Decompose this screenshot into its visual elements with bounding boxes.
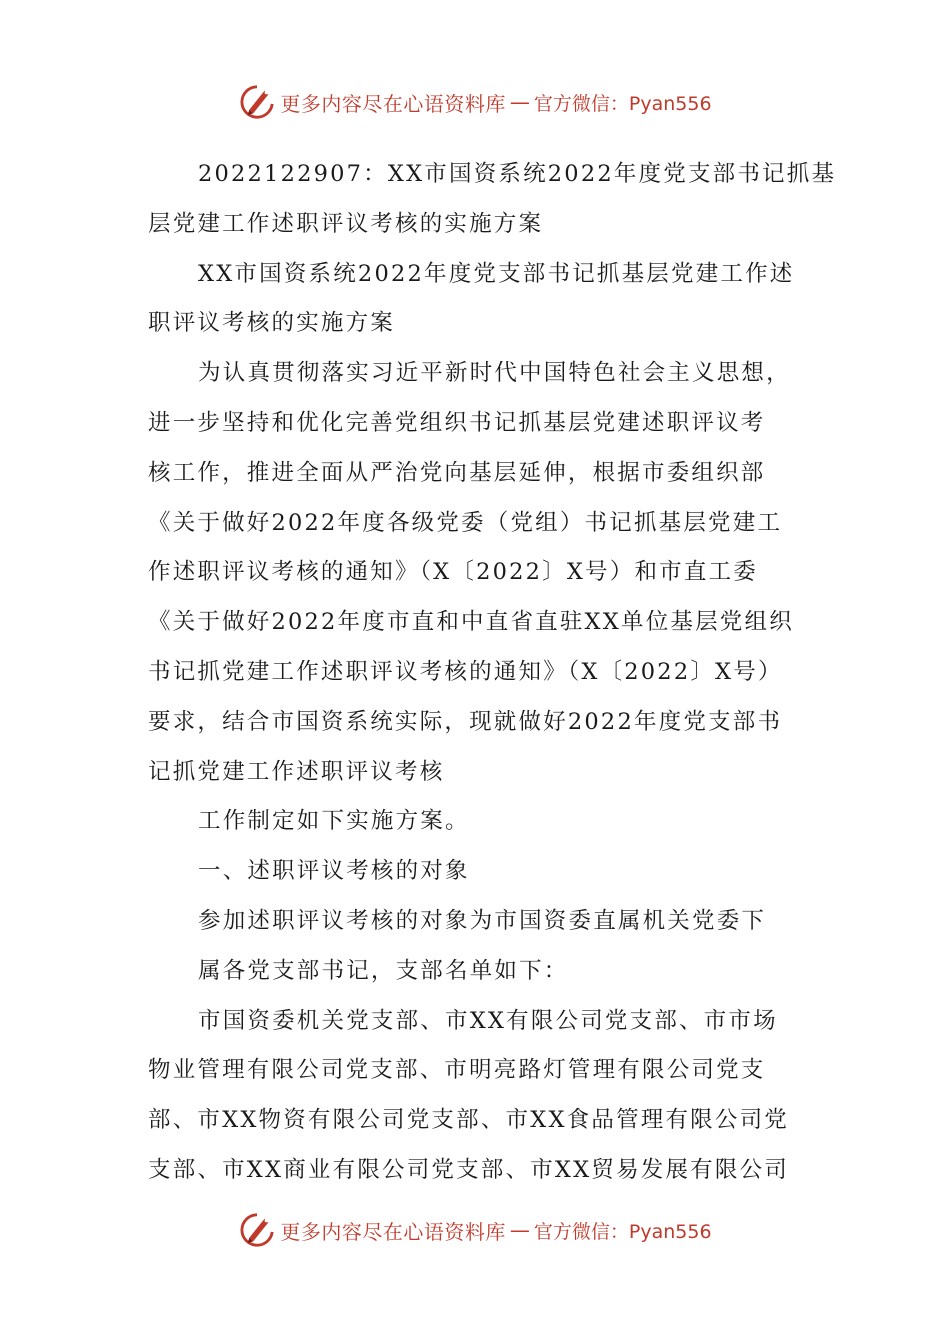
pen-circle-logo-icon <box>238 83 276 121</box>
pen-circle-logo-icon <box>238 1211 276 1249</box>
banner-main-text: 更多内容尽在心语资料库 <box>280 91 506 116</box>
paragraph-line: 作述职评议考核的通知》（X〔2022〕X号）和市直工委 <box>148 559 758 586</box>
header-banner <box>0 80 950 124</box>
banner-dash: — <box>509 1218 530 1242</box>
doc-title-line: 层党建工作述职评议考核的实施方案 <box>148 210 544 237</box>
paragraph-line: 工作制定如下实施方案。 <box>198 808 470 835</box>
paragraph-line: 属各党支部书记，支部名单如下： <box>198 957 569 984</box>
paragraph-line: 《关于做好2022年度市直和中直省直驻XX单位基层党组织 <box>148 609 794 636</box>
banner-main-text: 更多内容尽在心语资料库 <box>280 1219 506 1244</box>
paragraph-line: 书记抓党建工作述职评议考核的通知》（X〔2022〕X号） <box>148 658 783 685</box>
paragraph-line: 核工作，推进全面从严治党向基层延伸，根据市委组织部 <box>148 459 766 486</box>
doc-subtitle-line: XX市国资系统2022年度党支部书记抓基层党建工作述 <box>198 260 795 287</box>
banner-content <box>238 1211 711 1249</box>
banner-content <box>238 83 711 121</box>
paragraph-line: 部、市XX物资有限公司党支部、市XX食品管理有限公司党 <box>148 1107 789 1134</box>
footer-banner <box>0 1208 950 1252</box>
paragraph-line: 要求，结合市国资系统实际，现就做好2022年度党支部书 <box>148 708 783 735</box>
paragraph-line: 《关于做好2022年度各级党委（党组）书记抓基层党建工 <box>148 509 783 536</box>
paragraph-line: 记抓党建工作述职评议考核 <box>148 758 445 785</box>
document-body <box>148 150 837 1196</box>
paragraph-line: 参加述职评议考核的对象为市国资委直属机关党委下 <box>198 907 767 934</box>
banner-wechat-text: 官方微信：Pyan556 <box>533 1220 712 1243</box>
paragraph-line: 为认真贯彻落实习近平新时代中国特色社会主义思想， <box>198 360 791 387</box>
section-heading: 一、述职评议考核的对象 <box>198 858 470 885</box>
doc-title-line: 2022122907：XX市国资系统2022年度党支部书记抓基 <box>198 161 837 187</box>
paragraph-line: 物业管理有限公司党支部、市明亮路灯管理有限公司党支 <box>148 1057 766 1084</box>
paragraph-line: 支部、市XX商业有限公司党支部、市XX贸易发展有限公司 <box>148 1156 789 1183</box>
banner-dash: — <box>509 90 530 114</box>
doc-subtitle-line: 职评议考核的实施方案 <box>148 310 396 337</box>
paragraph-line: 进一步坚持和优化完善党组织书记抓基层党建述职评议考 <box>148 409 766 436</box>
paragraph-line: 市国资委机关党支部、市XX有限公司党支部、市市场 <box>198 1007 778 1034</box>
banner-wechat-text: 官方微信：Pyan556 <box>533 92 712 115</box>
